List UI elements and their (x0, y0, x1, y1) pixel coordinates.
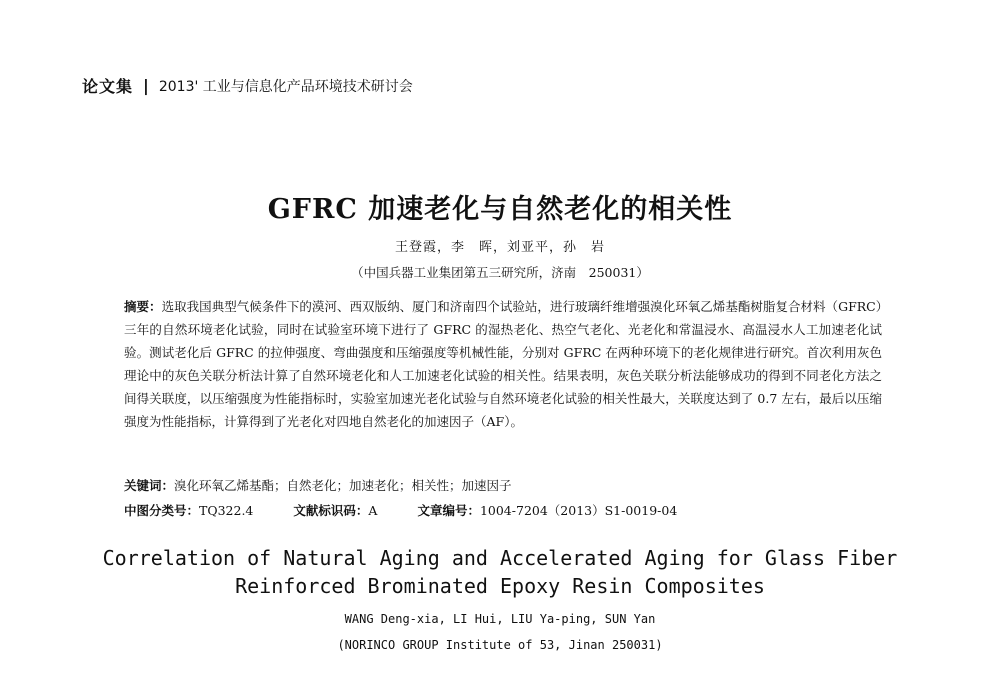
title-en-line1: Correlation of Natural Aging and Accelerated Aging for Glass Fiber (102, 546, 898, 570)
clc-label: 中图分类号： (124, 503, 200, 518)
abstract-cn (124, 295, 882, 433)
abstract-text: 选取我国典型气候条件下的漠河、西双版纳、厦门和济南四个试验站，进行玻璃纤维增强溴化环氧乙烯基酯树脂复合材料（GFRC）三年的自然环境老化试验，同时在试验室环境下进行了 GFRC 的湿热老化、热空气老化、光老化和常温浸水、高温浸水人工加速老化试验。测试老化后 GFRC 的拉伸强度、弯曲强度和压缩强度等机械性能，分别对 GFRC 在两种环境下的老化规律进行研究。首次利用灰色理论中的灰色关联分析法计算了自然环境老化和人工加速老化试验的相关性。结果表明，灰色关联分析法能够成功的得到不同老化方法之间得关联度，以压缩强度为性能指标时，实验室加速光老化试验与自然环境老化试验的相关性最大，关联度达到了 0.7 左右，最后以压缩强度为性能指标，计算得到了光老化对四地自然老化的加速因子（AF）。 (124, 299, 882, 429)
running-header (82, 74, 413, 97)
keywords-cn (124, 476, 882, 494)
keywords-text: 溴化环氧乙烯基酯；自然老化；加速老化；相关性；加速因子 (174, 478, 512, 493)
doc-code-label: 文献标识码： (293, 503, 369, 518)
paper-title-en (0, 544, 1000, 600)
clc-value: TQ322.4 (199, 503, 254, 518)
authors-en: WANG Deng-xia, LI Hui, LIU Ya-ping, SUN Yan (344, 612, 656, 626)
title-en-line2: Reinforced Brominated Epoxy Resin Composites (235, 574, 765, 598)
series-name: 论文集 (82, 77, 134, 96)
article-no-value: 1004-7204（2013）S1-0019-04 (479, 503, 678, 518)
article-no-label: 文章编号： (417, 503, 480, 518)
authors-cn: 王登霞，李 晖，刘亚平，孙 岩 (394, 240, 605, 255)
doc-code-value: A (368, 503, 378, 518)
abstract-label: 摘要： (124, 299, 162, 314)
conference-name: 2013' 工业与信息化产品环境技术研讨会 (158, 78, 413, 95)
affiliation-cn: （中国兵器工业集团第五三研究所，济南 250031） (351, 265, 649, 280)
clc-code (124, 501, 253, 519)
header-separator: | (143, 76, 149, 95)
article-number (417, 501, 677, 519)
document-code (293, 501, 377, 519)
classification-line (124, 501, 882, 519)
paper-title-cn: GFRC 加速老化与自然老化的相关性 (267, 194, 733, 225)
keywords-label: 关键词： (124, 478, 175, 493)
affiliation-en: (NORINCO GROUP Institute of 53, Jinan 250031) (337, 638, 663, 652)
